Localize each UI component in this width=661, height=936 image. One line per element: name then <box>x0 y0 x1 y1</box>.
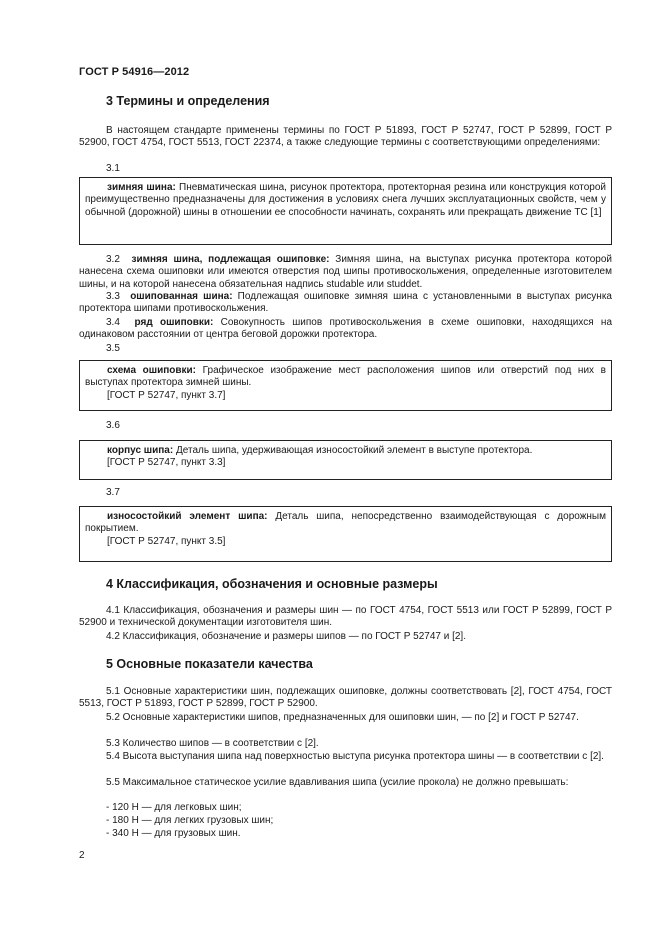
term-3-7-definition <box>85 511 606 536</box>
list-item: - 340 Н — для грузовых шин. <box>106 828 241 839</box>
section-3-intro: В настоящем стандарте применены термины по ГОСТ Р 51893, ГОСТ Р 52747, ГОСТ Р 52899, ГОСТ Р 52900, ГОСТ 4754, ГОСТ 5513, ГОСТ 22374, а также следующие термины с соответствующими определениями: <box>79 125 612 149</box>
term-3-4-term: ряд ошиповки: <box>134 317 214 328</box>
section-5-2: 5.2 Основные характеристики шипов, предназначенных для ошиповки шин, — по [2] и ГОСТ Р 52747. <box>106 712 579 723</box>
term-3-5-term: схема ошиповки: <box>107 365 197 376</box>
term-3-3 <box>79 291 612 316</box>
term-3-6-text: Деталь шипа, удерживающая износостойкий элемент в выступе протектора. <box>173 445 533 456</box>
term-3-2-text: Зимняя шина, на выступах рисунка протектора которой нанесена схема ошиповки или имеются отверстия под шипы противоскольжения, определенные изготовителем шины, и на которой нанесена обязательная надпись studable или studdet. <box>79 254 613 290</box>
section-5-title: 5 Основные показатели качества <box>106 657 313 671</box>
term-3-7-reference: [ГОСТ Р 52747, пункт 3.5] <box>107 535 226 547</box>
section-4-1: 4.1 Классификация, обозначения и размеры шин — по ГОСТ 4754, ГОСТ 5513 или ГОСТ Р 52899, ГОСТ Р 52900 и технической документации изготовителя шин. <box>79 605 612 629</box>
term-3-5-box <box>79 360 612 411</box>
term-3-6-term: корпус шипа: <box>107 445 174 456</box>
section-4-title: 4 Классификация, обозначения и основные размеры <box>106 577 438 591</box>
term-3-1-text: Пневматическая шина, рисунок протектора, протекторная резина или конструкция которой преимущественно предназначены для достижения в условиях снега лучших эксплуатационных свойств, чем у обычной (дорожной) шины в отношении ее способности начинать, сохранять или прекращать движение ТС [1] <box>85 182 607 218</box>
section-3-title: 3 Термины и определения <box>106 94 270 108</box>
term-3-4 <box>79 317 612 342</box>
page-number: 2 <box>79 850 85 861</box>
term-3-2-number: 3.2 <box>106 254 120 265</box>
term-3-7-term: износостойкий элемент шипа: <box>107 511 268 522</box>
term-3-5-number: 3.5 <box>106 343 120 354</box>
term-3-7-box <box>79 506 612 562</box>
section-5-1: 5.1 Основные характеристики шин, подлежащих ошиповке, должны соответствовать [2], ГОСТ 4754, ГОСТ 5513, ГОСТ Р 51893, ГОСТ Р 52899, ГОСТ Р 52900. <box>79 686 612 710</box>
list-item: - 120 Н — для легковых шин; <box>106 802 242 813</box>
term-3-5-definition <box>85 365 606 390</box>
section-4-2: 4.2 Классификация, обозначение и размеры шипов — по ГОСТ Р 52747 и [2]. <box>106 631 466 642</box>
section-5-4: 5.4 Высота выступания шипа над поверхностью выступа рисунка протектора шины — в соответствии с [2]. <box>106 751 604 762</box>
standard-header: ГОСТ Р 54916—2012 <box>79 66 190 78</box>
section-5-5: 5.5 Максимальное статическое усилие вдавливания шипа (усилие прокола) не должно превышать: <box>106 777 569 788</box>
term-3-2-term: зимняя шина, подлежащая ошиповке: <box>131 254 330 265</box>
term-3-3-text: Подлежащая ошиповке зимняя шина с установленными в выступах рисунка протектора шипами противоскольжения. <box>79 291 612 315</box>
term-3-6-reference: [ГОСТ Р 52747, пункт 3.3] <box>107 457 226 469</box>
term-3-1-box <box>79 177 612 245</box>
term-3-3-term: ошипованная шина: <box>130 291 233 302</box>
term-3-7-number: 3.7 <box>106 487 120 498</box>
term-3-6-number: 3.6 <box>106 420 120 431</box>
term-3-1-definition <box>85 182 606 219</box>
term-3-1-number: 3.1 <box>106 163 120 174</box>
term-3-7-text: Деталь шипа, непосредственно взаимодействующая с дорожным покрытием. <box>85 511 606 535</box>
term-3-4-text: Совокупность шипов противоскольжения в схеме ошиповки, находящихся на одинаковом расстоянии от центра беговой дорожки протектора. <box>79 317 613 341</box>
section-5-3: 5.3 Количество шипов — в соответствии с [2]. <box>106 738 319 749</box>
term-3-5-reference: [ГОСТ Р 52747, пункт 3.7] <box>107 389 226 401</box>
term-3-6-box <box>79 440 612 480</box>
list-item: - 180 Н — для легких грузовых шин; <box>106 815 274 826</box>
term-3-4-number: 3.4 <box>106 317 120 328</box>
term-3-5-text: Графическое изображение мест расположения шипов или отверстий под них в выступах протектора зимней шины. <box>85 365 606 389</box>
term-3-2 <box>79 254 612 291</box>
term-3-1-term: зимняя шина: <box>107 182 176 193</box>
term-3-3-number: 3.3 <box>106 291 120 302</box>
term-3-6-definition <box>85 445 606 457</box>
